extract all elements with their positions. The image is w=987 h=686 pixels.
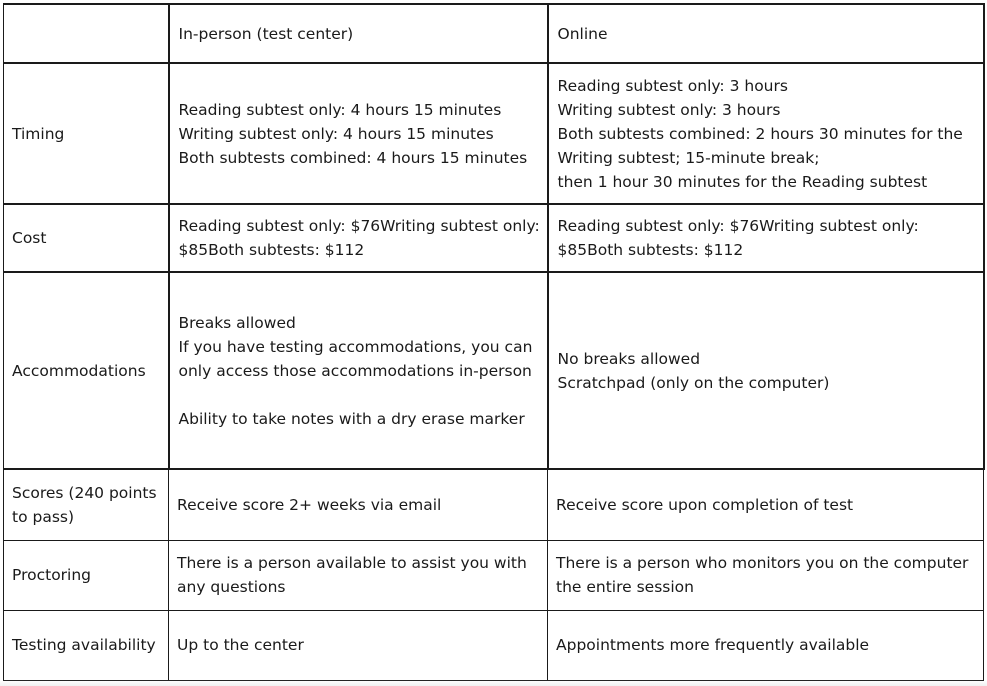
paragraph-gap xyxy=(179,383,541,407)
timing-online-line: Writing subtest only: 3 hours xyxy=(557,100,781,119)
proctoring-in-person: There is a person available to assist you with any questions xyxy=(169,540,548,610)
accommodations-in-person-line: Ability to take notes with a dry erase marker xyxy=(178,409,525,428)
accommodations-label: Accommodations xyxy=(4,272,169,469)
proctoring-row xyxy=(4,540,984,610)
availability-in-person: Up to the center xyxy=(169,610,548,680)
accommodations-online-line: Scratchpad (only on the computer) xyxy=(557,373,830,392)
timing-online-line: Writing subtest; 15-minute break; xyxy=(557,148,820,167)
timing-in-person-line: Reading subtest only: 4 hours 15 minutes xyxy=(178,100,502,119)
timing-in-person xyxy=(169,63,548,204)
timing-online-line: Reading subtest only: 3 hours xyxy=(557,76,788,95)
scores-label: Scores (240 points to pass) xyxy=(4,469,169,540)
availability-row xyxy=(4,610,984,680)
header-row xyxy=(4,4,984,63)
timing-online xyxy=(548,63,984,204)
cost-row xyxy=(4,204,984,272)
timing-in-person-line: Both subtests combined: 4 hours 15 minutes xyxy=(178,148,528,167)
accommodations-online-line: No breaks allowed xyxy=(557,349,701,368)
proctoring-label: Proctoring xyxy=(4,540,169,610)
header-corner-cell xyxy=(4,4,169,63)
scores-online: Receive score upon completion of test xyxy=(548,469,984,540)
accommodations-in-person-line: only access those accommodations in-person xyxy=(178,361,532,380)
timing-label: Timing xyxy=(4,63,169,204)
timing-in-person-line: Writing subtest only: 4 hours 15 minutes xyxy=(178,124,494,143)
accommodations-row xyxy=(4,272,984,469)
accommodations-online xyxy=(548,272,984,469)
header-online: Online xyxy=(548,4,984,63)
availability-online: Appointments more frequently available xyxy=(548,610,984,680)
accommodations-in-person xyxy=(169,272,548,469)
proctoring-online: There is a person who monitors you on the computer the entire session xyxy=(548,540,984,610)
availability-label: Testing availability xyxy=(4,610,169,680)
timing-online-line: then 1 hour 30 minutes for the Reading subtest xyxy=(557,172,928,191)
bottom-shadow xyxy=(0,680,987,686)
cost-label: Cost xyxy=(4,204,169,272)
accommodations-in-person-line: Breaks allowed xyxy=(178,313,296,332)
timing-row xyxy=(4,63,984,204)
timing-online-line: Both subtests combined: 2 hours 30 minutes for the xyxy=(557,124,963,143)
cost-in-person: Reading subtest only: $76Writing subtest only: $85Both subtests: $112 xyxy=(169,204,548,272)
accommodations-in-person-line: If you have testing accommodations, you can xyxy=(178,337,533,356)
scores-row xyxy=(4,469,984,540)
cost-online: Reading subtest only: $76Writing subtest only: $85Both subtests: $112 xyxy=(548,204,984,272)
comparison-table xyxy=(3,3,985,681)
scores-in-person: Receive score 2+ weeks via email xyxy=(169,469,548,540)
header-in-person: In-person (test center) xyxy=(169,4,548,63)
